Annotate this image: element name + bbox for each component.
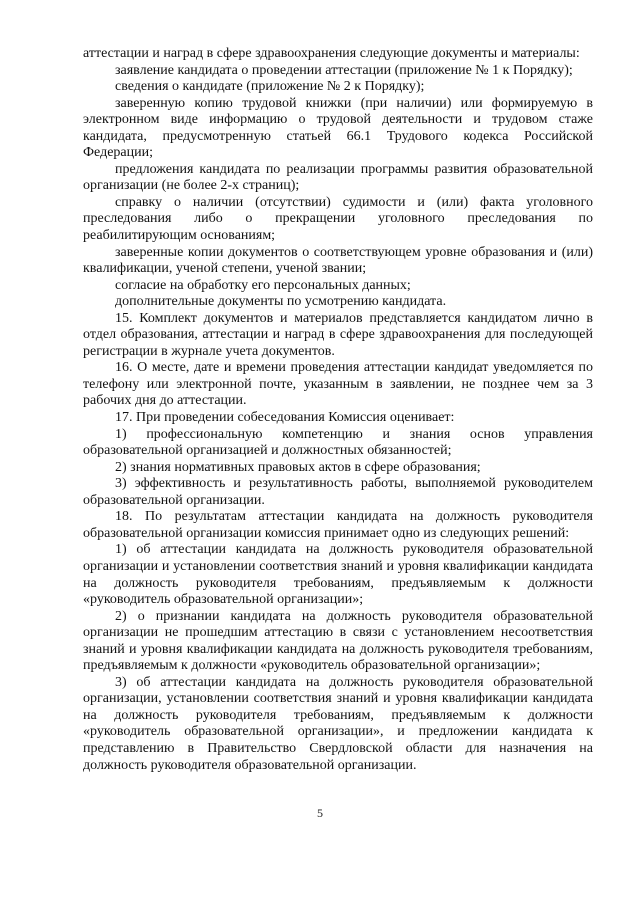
paragraph-item-additional-documents: дополнительные документы по усмотрению кандидата. xyxy=(115,294,447,310)
paragraph-clause-17-item-3: 3) эффективность и результативность работы, выполняемой руководителем образовательной организации. xyxy=(83,476,593,508)
paragraph-item-criminal-record-certificate: справку о наличии (отсутствии) судимости и (или) факта уголовного преследования либо о прекращении уголовного преследования по реабилитирующим основаниям; xyxy=(83,194,593,244)
page-number: 5 xyxy=(317,806,323,820)
paragraph-clause-18-item-3: 3) об аттестации кандидата на должность руководителя образовательной организации, установлении соответствия знаний и уровня квалификации кандидата на должность руководителя требованиям, предъявляемым к должности «руководитель образовательной организации», и предложении кандидата к представлению в Правительство Свердловской области для назначения на должность руководителя образовательной организации. xyxy=(83,674,593,773)
paragraph-clause-18-item-1: 1) об аттестации кандидата на должность руководителя образовательной организации и установлении соответствия знаний и уровня квалификации кандидата на должность руководителя требованиям, предъявляемым к должности «руководитель образовательной организации»; xyxy=(83,542,593,608)
paragraph-clause-15: 15. Комплект документов и материалов представляется кандидатом лично в отдел образования, аттестации и наград в сфере здравоохранения для последующей регистрации в журнале учета документов. xyxy=(83,310,593,359)
paragraph-clause-17-item-1: 1) профессиональную компетенцию и знания основ управления образовательной организацией и должностных обязанностей; xyxy=(83,426,593,459)
paragraph-item-work-record: заверенную копию трудовой книжки (при наличии) или формируемую в электронном виде информацию о трудовой деятельности и трудовом стаже кандидата, предусмотренную статьей 66.1 Трудового кодекса Российской Федерации; xyxy=(83,95,593,161)
paragraph-clause-17: 17. При проведении собеседования Комиссия оценивает: xyxy=(115,410,455,426)
paragraph-item-candidate-info: сведения о кандидате (приложение № 2 к Порядку); xyxy=(115,79,425,95)
paragraph-item-education-documents: заверенные копии документов о соответствующем уровне образования и (или) квалификации, ученой степени, ученой звании; xyxy=(83,244,593,277)
paragraph-item-application: заявление кандидата о проведении аттестации (приложение № 1 к Порядку); xyxy=(115,62,573,78)
paragraph-clause-18-item-2: 2) о признании кандидата на должность руководителя образовательной организации не прошедшим аттестацию в связи с установлением несоответствия знаний и уровня квалификации кандидата на должность руководителя требованиям, предъявляемым к должности «руководитель образовательной организации»; xyxy=(83,608,593,674)
paragraph-item-data-consent: согласие на обработку его персональных данных; xyxy=(115,277,411,293)
paragraph-clause-18: 18. По результатам аттестации кандидата на должность руководителя образовательной организации комиссия принимает одно из следующих решений: xyxy=(83,509,593,541)
paragraph-intro-continuation: аттестации и наград в сфере здравоохранения следующие документы и материалы: xyxy=(83,46,580,61)
paragraph-item-development-proposals: предложения кандидата по реализации программы развития образовательной организации (не более 2-х страниц); xyxy=(83,161,593,194)
document-body xyxy=(83,46,593,774)
paragraph-clause-17-item-2: 2) знания нормативных правовых актов в сфере образования; xyxy=(115,459,481,475)
paragraph-clause-16: 16. О месте, дате и времени проведения аттестации кандидат уведомляется по телефону или электронной почте, указанным в заявлении, не позднее чем за 3 рабочих дня до аттестации. xyxy=(83,360,593,409)
